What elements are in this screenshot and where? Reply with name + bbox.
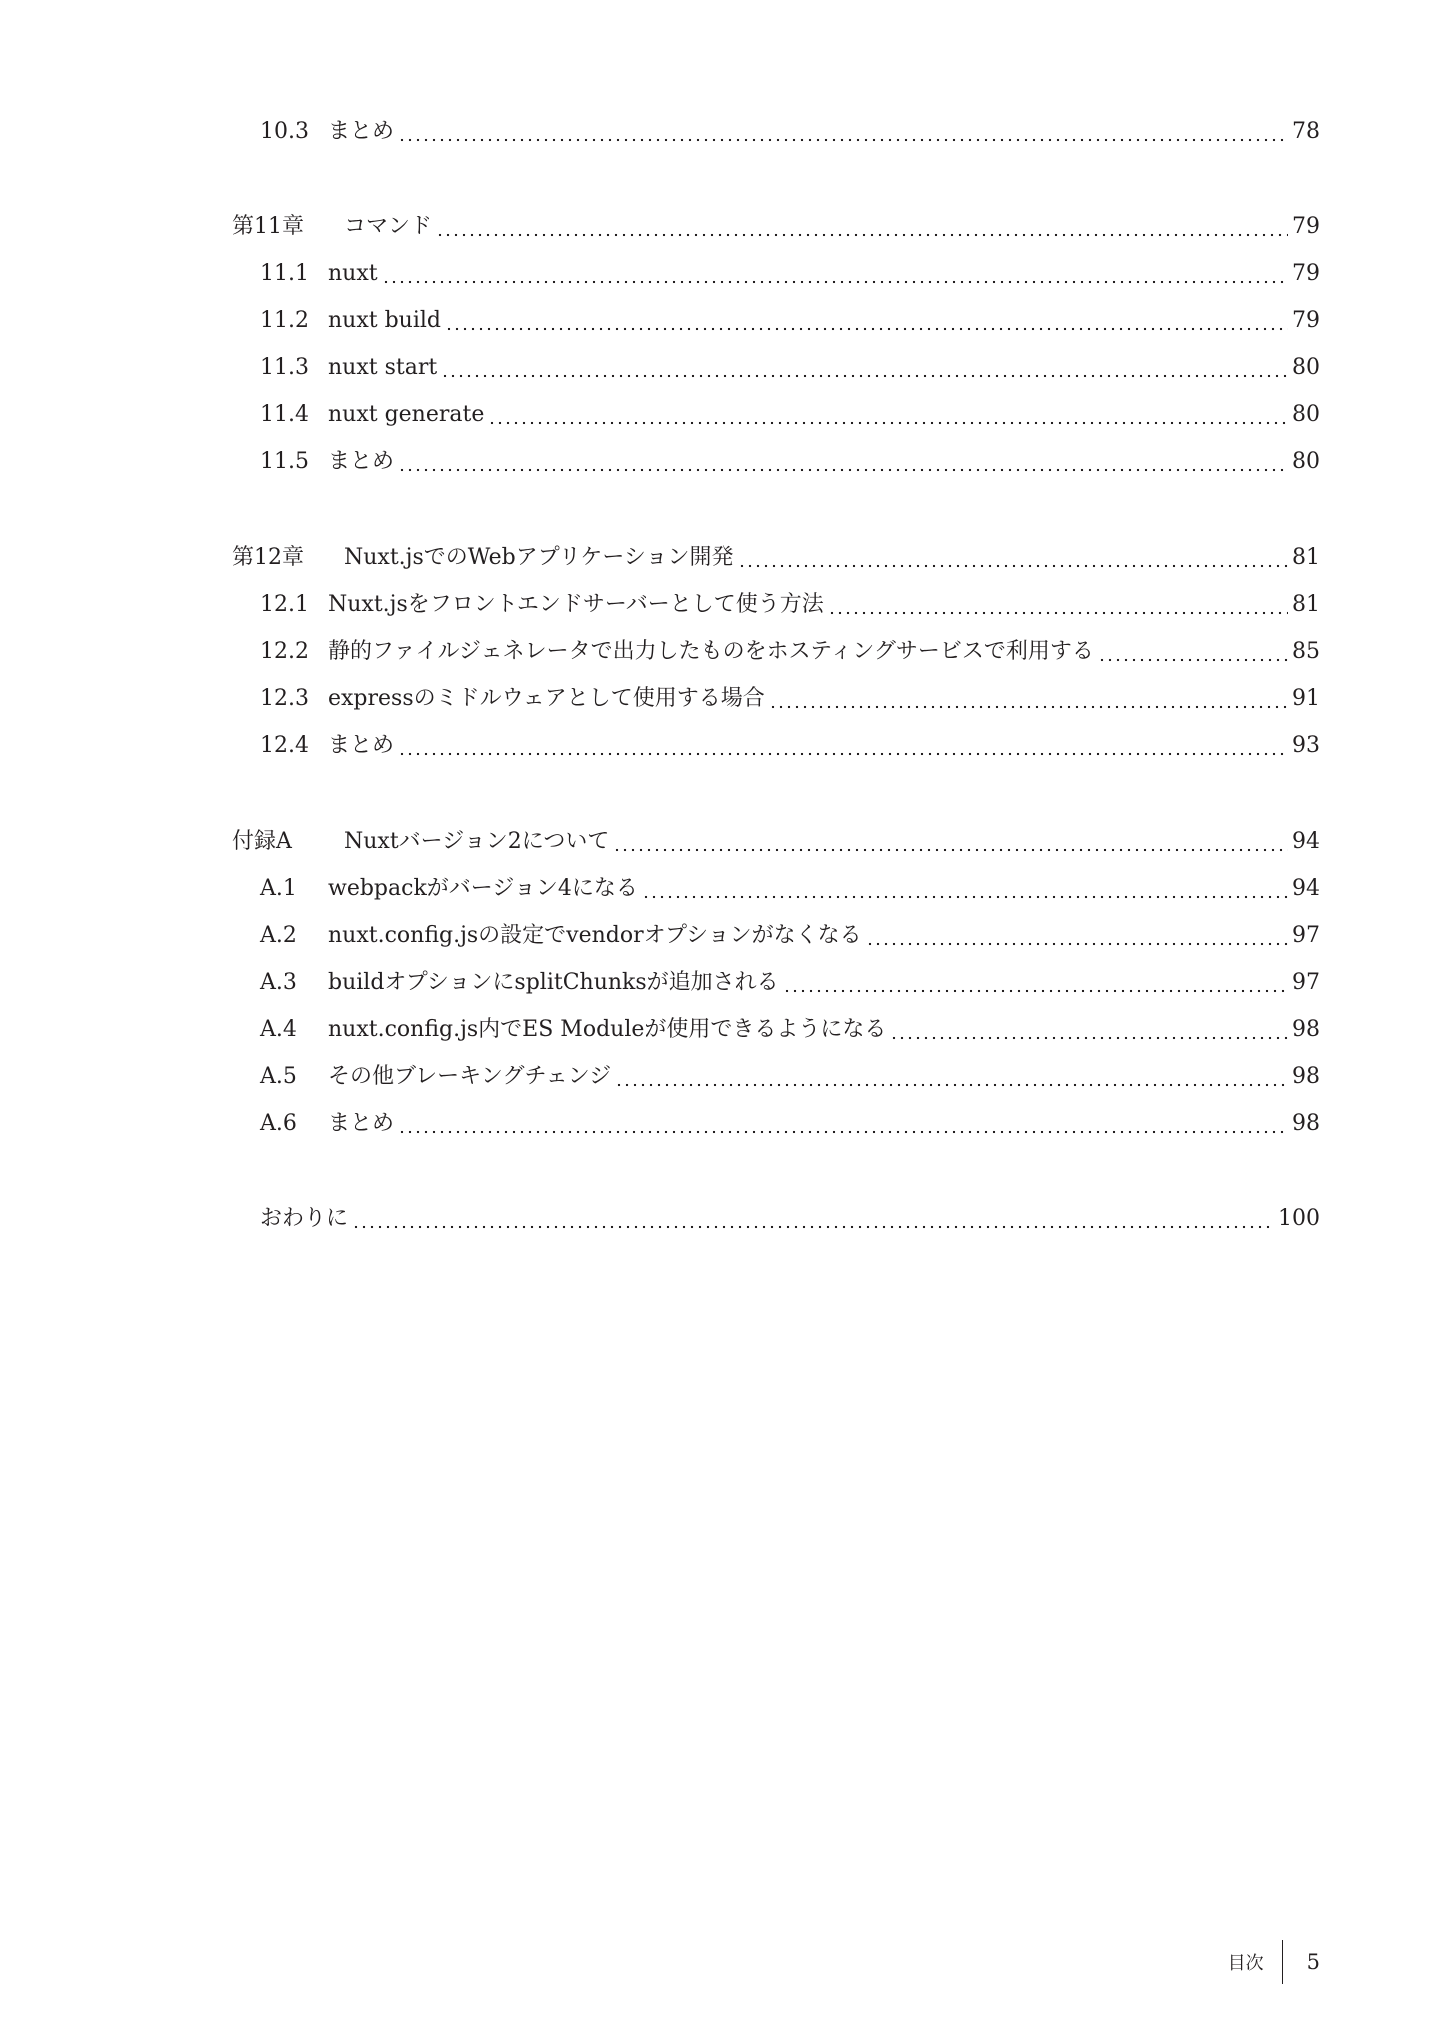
dot-leader: [613, 824, 1288, 860]
entry-page: 81: [1292, 592, 1320, 617]
entry-page: 97: [1292, 970, 1320, 995]
dot-leader: [352, 1201, 1274, 1237]
entry-title: nuxt generate: [328, 402, 485, 427]
toc-entry[interactable]: [260, 350, 1320, 386]
entry-number: A.1: [260, 876, 297, 901]
entry-number: A.3: [260, 970, 297, 995]
entry-number: 第11章: [232, 214, 304, 239]
entry-title: その他ブレーキングチェンジ: [328, 1064, 612, 1089]
toc-entry[interactable]: [260, 965, 1320, 1001]
entry-page: 100: [1278, 1206, 1320, 1231]
dot-leader: [488, 397, 1288, 433]
entry-page: 78: [1292, 119, 1320, 144]
entry-title: nuxt build: [328, 308, 441, 333]
toc-entry[interactable]: [232, 540, 1320, 576]
entry-number: A.6: [260, 1111, 297, 1136]
entry-page: 79: [1292, 261, 1320, 286]
entry-title: nuxt: [328, 261, 378, 286]
page-footer: [1228, 1940, 1320, 1984]
toc-entry[interactable]: [260, 634, 1320, 670]
toc-entry[interactable]: [260, 918, 1320, 954]
entry-page: 93: [1292, 733, 1320, 758]
dot-leader: [441, 350, 1288, 386]
dot-leader: [890, 1012, 1288, 1048]
entry-title: nuxt.config.js内でES Moduleが使用できるようになる: [328, 1017, 887, 1042]
dot-leader: [398, 444, 1288, 480]
entry-title: 静的ファイルジェネレータで出力したものをホスティングサービスで利用する: [328, 639, 1094, 664]
entry-number: 11.1: [260, 261, 309, 286]
entry-number: 11.2: [260, 308, 309, 333]
dot-leader: [398, 1106, 1288, 1142]
entry-page: 98: [1292, 1111, 1320, 1136]
entry-page: 79: [1292, 308, 1320, 333]
entry-number: 第12章: [232, 545, 304, 570]
entry-page: 91: [1292, 686, 1320, 711]
entry-page: 80: [1292, 355, 1320, 380]
toc-entry[interactable]: [232, 209, 1320, 245]
entry-title: まとめ: [328, 733, 395, 758]
footer-divider: [1282, 1940, 1283, 1984]
entry-number: A.5: [260, 1064, 297, 1089]
dot-leader: [769, 681, 1288, 717]
toc-entry[interactable]: [260, 1106, 1320, 1142]
entry-title: Nuxtバージョン2について: [344, 829, 610, 854]
entry-title: nuxt start: [328, 355, 438, 380]
entry-title: おわりに: [260, 1206, 349, 1231]
toc-entry[interactable]: [260, 681, 1320, 717]
entry-number: 付録A: [232, 829, 292, 854]
entry-page: 97: [1292, 923, 1320, 948]
entry-title: expressのミドルウェアとして使用する場合: [328, 686, 765, 711]
dot-leader: [783, 965, 1288, 1001]
dot-leader: [828, 587, 1288, 623]
toc-entry[interactable]: [260, 256, 1320, 292]
dot-leader: [866, 918, 1288, 954]
entry-number: A.4: [260, 1017, 297, 1042]
toc-entry[interactable]: [260, 1012, 1320, 1048]
entry-page: 98: [1292, 1064, 1320, 1089]
dot-leader: [436, 209, 1288, 245]
toc-entry[interactable]: [260, 397, 1320, 433]
entry-page: 94: [1292, 876, 1320, 901]
dot-leader: [1098, 634, 1288, 670]
toc-entry[interactable]: [260, 303, 1320, 339]
dot-leader: [445, 303, 1288, 339]
entry-number: 11.4: [260, 402, 309, 427]
toc-entry[interactable]: [260, 871, 1320, 907]
entry-page: 98: [1292, 1017, 1320, 1042]
toc-entry[interactable]: [260, 587, 1320, 623]
entry-title: webpackがバージョン4になる: [328, 876, 638, 901]
entry-number: A.2: [260, 923, 297, 948]
entry-number: 12.2: [260, 639, 309, 664]
dot-leader: [615, 1059, 1288, 1095]
entry-page: 80: [1292, 449, 1320, 474]
dot-leader: [642, 871, 1288, 907]
entry-title: buildオプションにsplitChunksが追加される: [328, 970, 779, 995]
dot-leader: [382, 256, 1288, 292]
entry-title: まとめ: [328, 119, 395, 144]
entry-title: nuxt.config.jsの設定でvendorオプションがなくなる: [328, 923, 862, 948]
entry-number: 12.1: [260, 592, 309, 617]
entry-title: コマンド: [344, 214, 433, 239]
entry-page: 80: [1292, 402, 1320, 427]
entry-number: 10.3: [260, 119, 309, 144]
entry-title: まとめ: [328, 1111, 395, 1136]
toc-entry[interactable]: [232, 824, 1320, 860]
toc-entry[interactable]: [260, 1059, 1320, 1095]
running-footer-label: 目次: [1227, 1953, 1264, 1974]
entry-number: 11.3: [260, 355, 309, 380]
toc-entry[interactable]: [260, 114, 1320, 150]
toc-entry[interactable]: [260, 728, 1320, 764]
entry-page: 79: [1292, 214, 1320, 239]
page-number: 5: [1306, 1950, 1320, 1974]
entry-number: 11.5: [260, 449, 309, 474]
dot-leader: [398, 728, 1288, 764]
entry-title: まとめ: [328, 449, 395, 474]
entry-number: 12.3: [260, 686, 309, 711]
entry-number: 12.4: [260, 733, 309, 758]
entry-title: Nuxt.jsをフロントエンドサーバーとして使う方法: [328, 592, 824, 617]
dot-leader: [738, 540, 1289, 576]
entry-page: 85: [1292, 639, 1320, 664]
entry-page: 94: [1292, 829, 1320, 854]
toc-entry[interactable]: [260, 1201, 1320, 1237]
toc-entry[interactable]: [260, 444, 1320, 480]
entry-page: 81: [1292, 545, 1320, 570]
dot-leader: [398, 114, 1288, 150]
entry-title: Nuxt.jsでのWebアプリケーション開発: [344, 545, 734, 570]
